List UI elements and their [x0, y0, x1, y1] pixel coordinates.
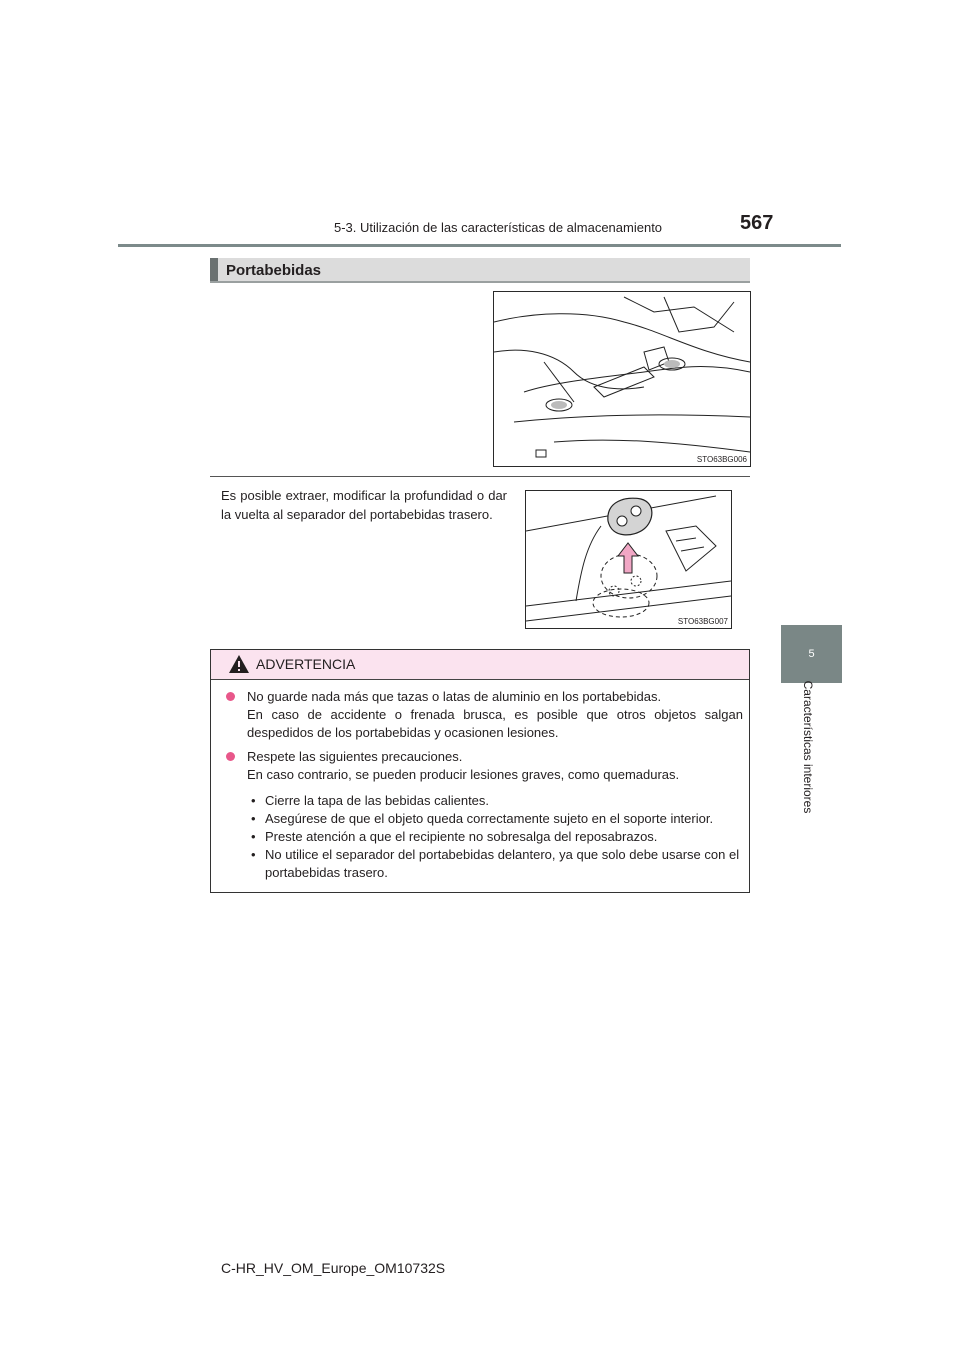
list-item: • No utilice el separador del portabebidas delantero, ya que solo debe usarse con el portabebidas trasero.	[247, 846, 743, 882]
separator-hole-left	[617, 516, 627, 526]
separator-piece	[608, 498, 652, 535]
header-rule	[118, 244, 841, 247]
header-section-title: 5-3. Utilización de las características de almacenamiento	[334, 220, 663, 235]
chapter-label: Características interiores	[801, 680, 815, 814]
front-cup-hole-left	[551, 401, 567, 409]
warning-line: Respete las siguientes precauciones.	[247, 749, 463, 764]
bullet-dot-icon	[226, 752, 235, 761]
list-item: • Cierre la tapa de las bebidas calientes.	[247, 792, 743, 810]
front-cup-hole-right	[664, 360, 680, 368]
warning-line: No guarde nada más que tazas o latas de aluminio en los portabebidas.	[247, 689, 662, 704]
warning-bullet	[211, 748, 751, 882]
warning-box	[210, 649, 750, 893]
body-paragraph: Es posible extraer, modificar la profundidad o dar la vuelta al separador del portabebidas trasero.	[221, 488, 507, 522]
warning-triangle-icon	[228, 654, 250, 674]
footer-doc-id: C-HR_HV_OM_Europe_OM10732S	[221, 1260, 446, 1276]
warning-line: En caso de accidente o frenada brusca, es posible que otros objetos salgan despedidos de los portabebidas y ocasionen lesiones.	[247, 707, 743, 740]
warning-line: En caso contrario, se pueden producir lesiones graves, como quemaduras.	[247, 767, 680, 782]
lift-arrow-icon	[618, 543, 638, 573]
chapter-number: 5	[808, 648, 815, 660]
figure-front-cupholders	[493, 291, 751, 467]
section-title-rule	[210, 281, 750, 283]
list-item: • Preste atención a que el recipiente no sobresalga del reposabrazos.	[247, 828, 743, 846]
figure-code: STO63BG006	[696, 455, 747, 464]
warning-header	[211, 650, 749, 680]
figure-code: STO63BG007	[677, 617, 728, 626]
separator-illustration	[526, 491, 731, 628]
console-illustration	[494, 292, 750, 466]
figure-rear-separator	[525, 490, 732, 629]
warning-bullet	[211, 688, 751, 742]
bullet-dot-icon	[226, 692, 235, 701]
page-number: 567	[740, 212, 774, 234]
precautions-list	[247, 792, 743, 882]
section-divider	[210, 476, 750, 477]
separator-hole-right	[631, 506, 641, 516]
list-item: • Asegúrese de que el objeto queda correctamente sujeto en el soporte interior.	[247, 810, 743, 828]
warning-title: ADVERTENCIA	[256, 656, 356, 672]
section-title: Portabebidas	[210, 258, 750, 282]
warning-body	[211, 688, 751, 888]
